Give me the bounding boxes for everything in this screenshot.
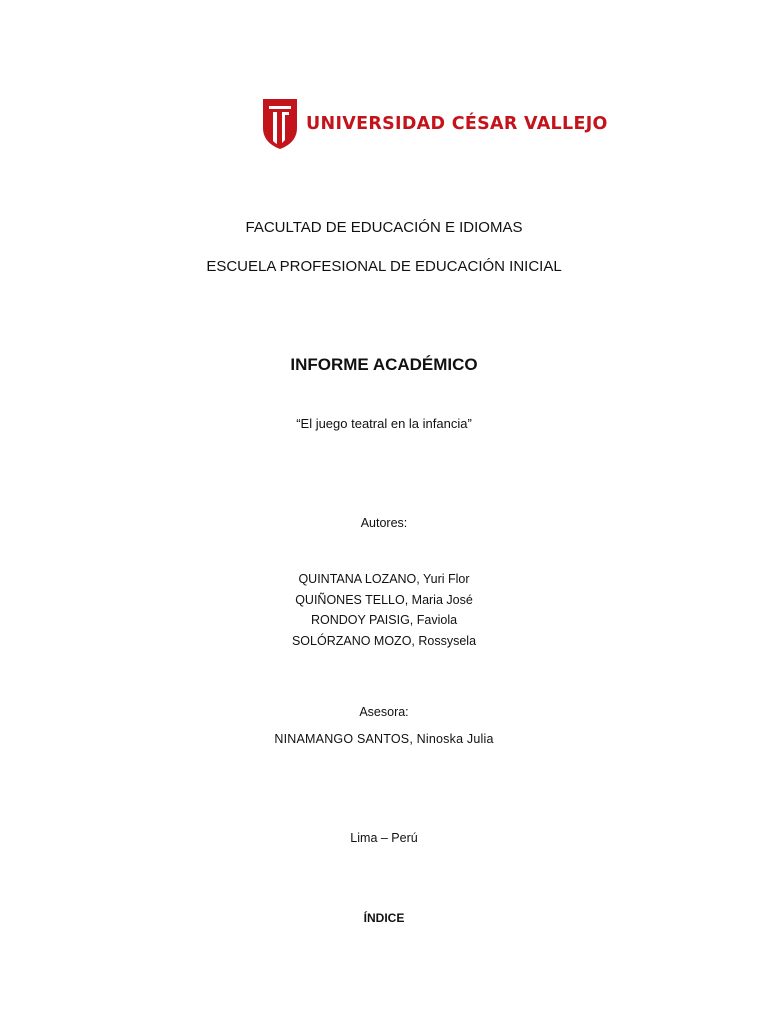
author-name: RONDOY PAISIG, Faviola: [310, 613, 458, 627]
university-logo: [262, 98, 608, 150]
report-subtitle: “El juego teatral en la infancia”: [296, 416, 472, 431]
author-list: [0, 569, 768, 651]
author-name: QUINTANA LOZANO, Yuri Flor: [298, 572, 470, 586]
place: Lima – Perú: [350, 831, 418, 845]
index-heading: ÍNDICE: [363, 911, 405, 925]
author-name: QUIÑONES TELLO, Maria José: [295, 592, 473, 607]
authors-label: Autores:: [360, 516, 408, 530]
author-name: SOLÓRZANO MOZO, Rossysela: [291, 633, 477, 648]
university-shield-icon: [262, 98, 298, 150]
faculty-name: FACULTAD DE EDUCACIÓN E IDIOMAS: [245, 219, 523, 236]
advisor-name: NINAMANGO SANTOS, Ninoska Julia: [274, 732, 494, 746]
advisor-label: Asesora:: [359, 705, 409, 719]
university-name: UNIVERSIDAD CÉSAR VALLEJO: [306, 114, 608, 135]
school-name: ESCUELA PROFESIONAL DE EDUCACIÓN INICIAL: [206, 258, 562, 275]
report-title: INFORME ACADÉMICO: [290, 355, 478, 374]
